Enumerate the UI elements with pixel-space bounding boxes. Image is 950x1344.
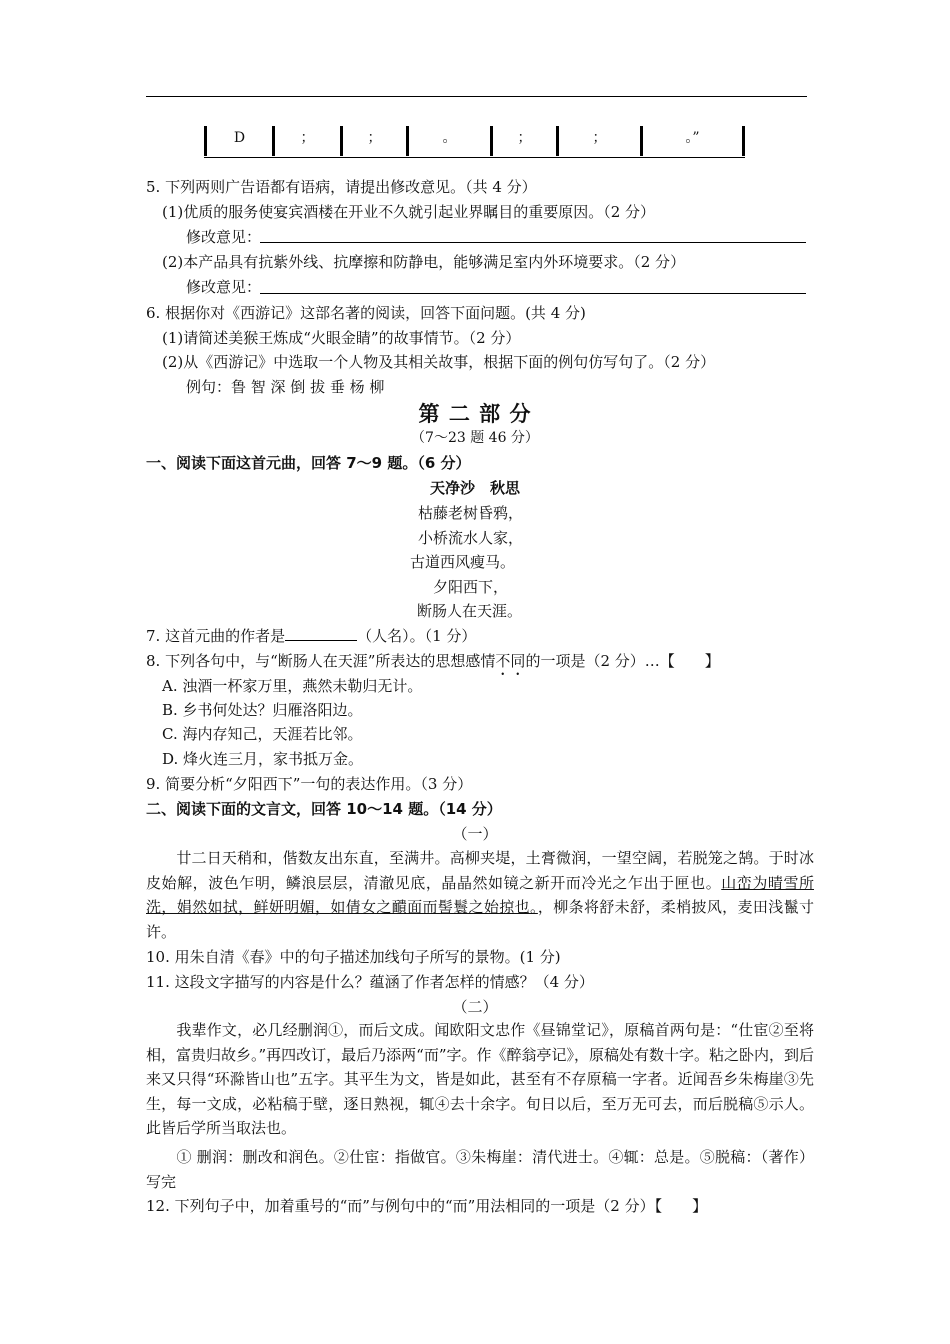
q9: 9. 简要分析“夕阳西下”一句的表达作用。（3 分） <box>146 775 473 793</box>
sec1-heading: 一、阅读下面这首元曲，回答 7～9 题。（6 分） <box>146 454 471 472</box>
q5-item1: (1)优质的服务使宴宾酒楼在开业不久就引起业界瞩目的重要原因。（2 分） <box>162 203 656 221</box>
q5-item2: (2)本产品具有抗紫外线、抗摩擦和防静电，能够满足室内外环境要求。（2 分） <box>162 253 686 271</box>
q6-title: 6. 根据你对《西游记》这部名著的阅读，回答下面问题。(共 4 分) <box>146 304 586 322</box>
grid-cell: ； <box>300 130 315 146</box>
passage1 <box>146 846 814 944</box>
sec2-heading: 二、阅读下面的文言文，回答 10～14 题。（14 分） <box>146 800 502 818</box>
grid-cell: ； <box>517 130 532 146</box>
q8-option-a: A. 浊酒一杯家万里，燕然未勒归无计。 <box>162 677 423 695</box>
q8-post: 的一项是（2 分）…【 】 <box>525 652 720 670</box>
q5-answer-line-1[interactable] <box>260 242 806 243</box>
poem-title: 天净沙 秋思 <box>429 479 520 497</box>
passage2: 我辈作文，必几经删润①，而后文成。闻欧阳文忠作《昼锦堂记》，原稿首两句是：“仕宦②至将相，富贵归故乡。”再四改订，最后乃添两“而”字。作《醉翁亭记》，原稿处有数十字。粘之卧内，到后来又只得“环滁皆山也”五字。其平生为文，皆是如此，甚至有不存原稿一字者。近闻吾乡朱梅崖③先生，每一文成，必粘稿于壁，逐日熟视，辄④去十余字。旬日以后，至万无可去，而后脱稿⑤示人。此皆后学所当取法也。 <box>146 1021 815 1137</box>
q6-item1: (1)请简述美猴王炼成“火眼金睛”的故事情节。（2 分） <box>162 329 521 347</box>
sec2-sub1: （一） <box>452 825 498 843</box>
poem-line: 小桥流水人家， <box>418 529 524 547</box>
top-rule <box>146 96 807 97</box>
grid-cell: ； <box>592 130 607 146</box>
poem-line: 枯藤老树昏鸦， <box>418 504 524 522</box>
grid-cell: ； <box>367 130 382 146</box>
q8-emph: 不同 <box>495 652 526 670</box>
q6-example: 例句：鲁 智 深 倒 拔 垂 杨 柳 <box>186 378 385 396</box>
q5-title: 5. 下列两则广告语都有语病，请提出修改意见。（共 4 分） <box>146 178 537 196</box>
q11: 11. 这段文字描写的内容是什么？蕴涵了作者怎样的情感？（4 分） <box>146 973 594 991</box>
grid-cell: D <box>233 130 246 146</box>
grid-divider <box>742 126 745 156</box>
q7 <box>146 625 476 646</box>
part2-title: 第 二 部 分 <box>418 402 532 426</box>
q5-fix-label-2: 修改意见： <box>186 278 262 296</box>
grid-cell: 。” <box>685 130 700 146</box>
q6-item2: (2)从《西游记》中选取一个人物及其相关故事，根据下面的例句仿写句了。（2 分） <box>162 353 716 371</box>
passage1-underlined: 山峦为晴雪所洗，娟然如拭，鲜妍明媚，如倩女之靧面而髻鬟之始掠也。 <box>146 873 814 916</box>
q7-pre: 7. 这首元曲的作者是 <box>146 627 286 645</box>
q10: 10. 用朱自清《春》中的句子描述加线句子所写的景物。(1 分) <box>146 948 561 966</box>
q8-option-d: D. 烽火连三月，家书抵万金。 <box>162 750 364 768</box>
q7-blank[interactable] <box>285 626 357 641</box>
poem-line: 断肠人在天涯。 <box>417 602 523 620</box>
passage1-tail: ，柳条将舒未舒，柔梢披风，麦田浅鬣寸许。 <box>146 898 814 941</box>
q8-option-b: B. 乡书何处达？归雁洛阳边。 <box>162 701 363 719</box>
grid-baseline <box>204 157 745 158</box>
q12: 12. 下列句子中，加着重号的“而”与例句中的“而”用法相同的一项是（2 分）【 】 <box>146 1197 708 1215</box>
q8-option-c: C. 海内存知己，天涯若比邻。 <box>162 725 363 743</box>
footnotes: ① 删润：删改和润色。②仕宦：指做官。③朱梅崖：清代进士。④辄：总是。⑤脱稿：（著作）写完 <box>146 1148 814 1191</box>
grid-cell: 。 <box>442 130 457 146</box>
part2-subtitle: （7～23 题 46 分） <box>411 430 539 446</box>
poem-line: 夕阳西下， <box>433 578 509 596</box>
q5-fix-label-1: 修改意见： <box>186 228 262 246</box>
q5-answer-line-2[interactable] <box>260 293 806 294</box>
q7-post: （人名）。（1 分） <box>357 627 477 645</box>
passage1-text: 廿二日天稍和，偕数友出东直，至满井。高柳夹堤，土膏微润，一望空阔，若脱笼之鹄。于时冰皮始解，波色乍明，鳞浪层层，清澈见底，晶晶然如镜之新开而冷光之乍出于匣也。 <box>146 849 814 892</box>
poem-line: 古道西风瘦马。 <box>410 553 516 571</box>
sec2-sub2: （二） <box>452 998 498 1016</box>
q8-pre: 8. 下列各句中，与“断肠人在天涯”所表达的思想感情 <box>146 652 496 670</box>
